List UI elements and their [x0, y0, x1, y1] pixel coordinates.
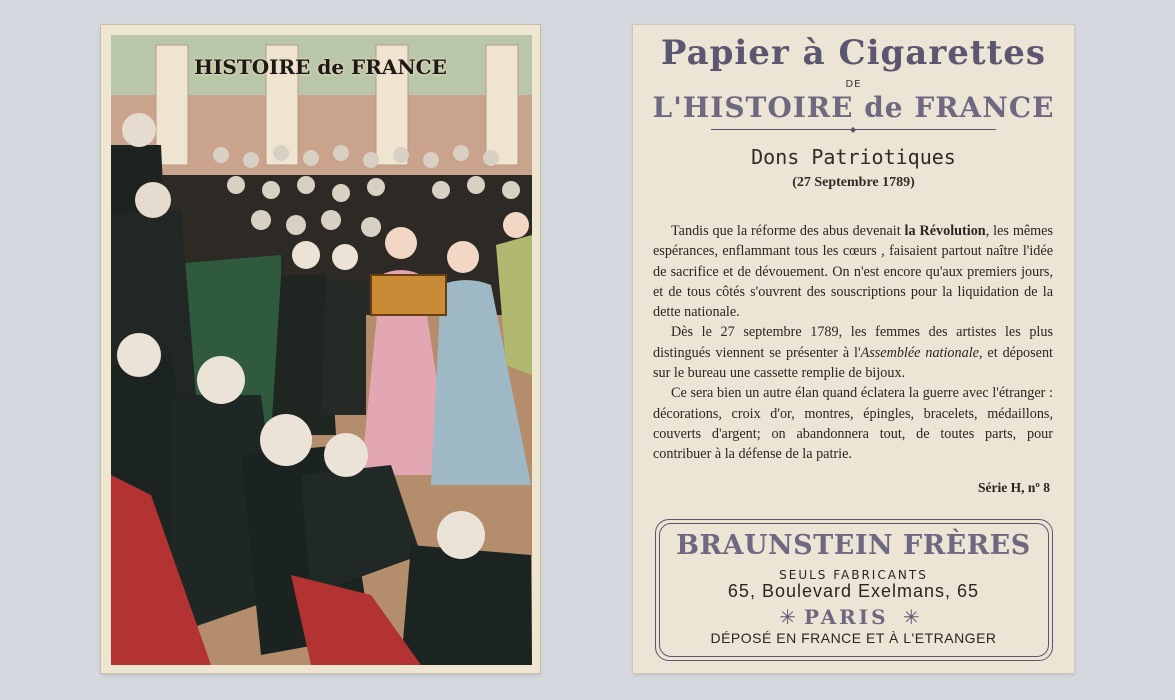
- p1-post: , les mêmes espérances, enflammant tous les cœurs , faisaient partout naître l'idée de sacrifice et de dévouement. On n'est encore qu'aux premiers jours, et de tous côtés s'ouvrent des souscriptions pour la liquidation de la dette nationale.: [653, 223, 1054, 321]
- brand-line2: L'HISTOIRE de FRANCE: [652, 91, 1055, 124]
- front-title: HISTOIRE de FRANCE: [194, 55, 447, 79]
- p2-pre: Dès le 27 septembre 1789, les femmes des artistes les plus distingués viennent se présenter à l': [653, 324, 1053, 361]
- illustration-assembly-scene: [111, 35, 532, 665]
- brand-de: DE: [845, 79, 862, 90]
- maker-name: BRAUNSTEIN FRÈRES: [676, 530, 1031, 561]
- star-right-icon: ✳: [888, 605, 928, 629]
- maker-address: 65, Boulevard Exelmans, 65: [727, 581, 980, 601]
- depose-notice: DÉPOSÉ EN FRANCE ET À L'ETRANGER: [710, 630, 997, 646]
- p1-bold: la Révolution: [904, 223, 986, 239]
- maker-city: [633, 605, 1074, 629]
- maker-subtitle: SEULS FABRICANTS: [779, 568, 928, 582]
- card-front: [101, 25, 540, 673]
- paragraph-1: [653, 221, 1053, 322]
- divider-ornament: ◆: [850, 125, 857, 134]
- illustration-svg: [111, 35, 532, 665]
- card-date: (27 Septembre 1789): [792, 175, 915, 190]
- brand-line1: Papier à Cigarettes: [660, 33, 1047, 73]
- p1-pre: Tandis que la réforme des abus devenait: [671, 223, 905, 239]
- paragraph-2: [653, 322, 1053, 383]
- star-left-icon: ✳: [779, 605, 805, 629]
- card-back: [633, 25, 1074, 673]
- p2-italic: Assemblée nationale: [860, 344, 979, 361]
- city-label: PARIS: [804, 605, 889, 629]
- paragraph-3: Ce sera bien un autre élan quand éclatera la guerre avec l'étranger : décorations, croix d'or, montres, épingles, bracelets, médaillons, couverts d'argent; on abandonnera tout, de toutes parts, pour contribuer à la défense de la patrie.: [653, 385, 1053, 463]
- card-body-text: [653, 221, 1053, 465]
- serie-number: Série H, nº 8: [978, 480, 1050, 495]
- card-subject: Dons Patriotiques: [751, 145, 956, 169]
- p2-post: , et déposent sur le bureau une cassette remplie de bijoux.: [653, 344, 1053, 382]
